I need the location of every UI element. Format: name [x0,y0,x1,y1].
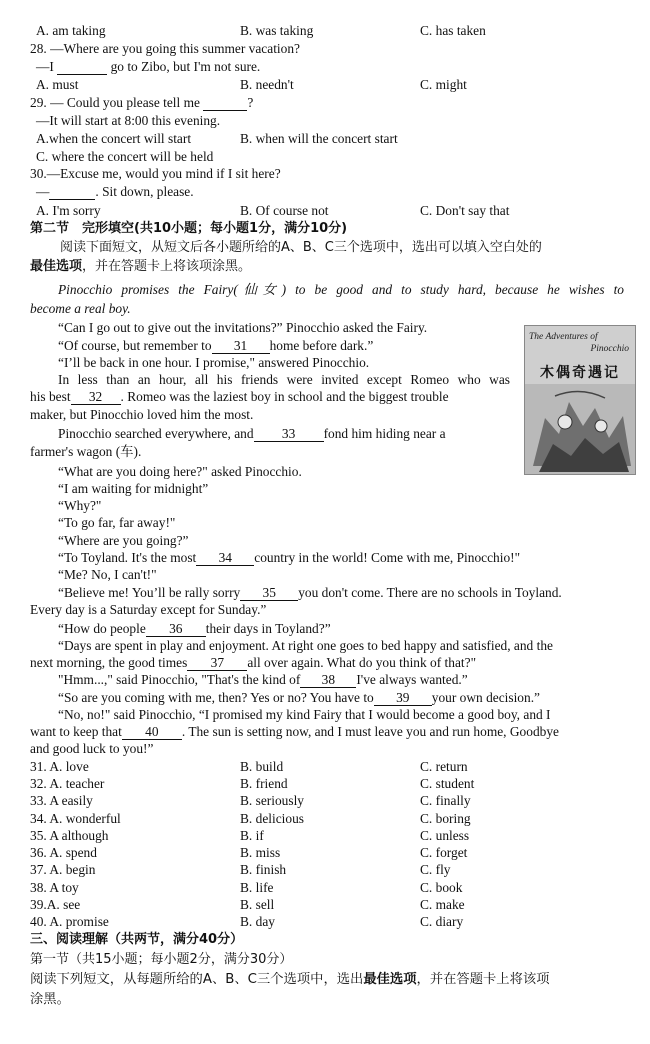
passage-p14 [58,620,331,637]
q30-option-c: C. Don't say that [420,203,510,218]
passage-p7: “I am waiting for midnight” [58,481,209,496]
choice-37-a: 37. A. begin [30,862,96,877]
q28-option-b: B. needn't [240,77,294,92]
passage-intro-line1 [58,281,624,298]
passage-p17-pre: “So are you coming with me, then? Yes or no? You have to [58,690,374,705]
q29-stem [30,94,253,111]
passage-p15b [30,654,476,671]
passage-p4b-post: . Romeo was the laziest boy in school and the biggest trouble [120,389,449,404]
choice-39-b: B. sell [240,897,275,912]
passage-p17 [58,689,540,706]
book-illustration-icon [525,326,635,474]
blank-40: 40 [122,725,182,740]
passage-p16-pre: "Hmm...," said Pinocchio, "That's the kind of [58,672,301,687]
book-title-line1: The Adventures of [529,332,598,342]
q27-option-c: C. has taken [420,23,486,38]
q30-option-b: B. Of course not [240,203,329,218]
choice-31-c: C. return [420,759,468,774]
choice-40-b: B. day [240,914,275,929]
choice-32-a: 32. A. teacher [30,776,105,791]
section3-instr-pre: 阅读下列短文，从每题所给的A、B、C三个选项中，选出 [30,972,364,987]
blank-32: 32 [71,390,121,405]
choice-39-a: 39.A. see [30,897,81,912]
choice-36-c: C. forget [420,845,468,860]
q29-option-c: C. where the concert will be held [36,149,214,164]
passage-p14-post: their days in Toyland?” [205,621,331,636]
section3-instruction-line2: 涂黑。 [30,992,70,1007]
passage-p11 [58,549,520,566]
choice-40-a: 40. A. promise [30,914,109,929]
choice-31-b: B. build [240,759,284,774]
passage-p4a-text: In less than an hour, all his friends were invited except Romeo who was [58,372,510,387]
passage-p14-pre: “How do people [58,621,146,636]
passage-p1: “Can I go out to give out the invitations?” Pinocchio asked the Fairy. [58,320,428,335]
q28-answer-line [36,58,260,75]
choice-35-c: C. unless [420,828,470,843]
choice-37-c: C. fly [420,862,451,877]
q29-answer-line: —It will start at 8:00 this evening. [36,113,221,128]
section2-instruction-line1: 阅读下面短文，从短文后各小题所给的A、B、C三个选项中，选出可以填入空白处的 [60,240,542,255]
choice-38-a: 38. A toy [30,880,79,895]
choice-33-c: C. finally [420,793,471,808]
choice-32-b: B. friend [240,776,288,791]
section3-heading: 三、阅读理解（共两节，满分40分） [30,932,244,947]
passage-p4b-pre: his best [30,389,71,404]
passage-p17-post: your own decision.” [431,690,540,705]
choice-36-a: 36. A. spend [30,845,97,860]
choice-32-c: C. student [420,776,475,791]
section2-instruction-line2 [30,258,251,275]
section2-instruction-rest: ，并在答题卡上将该项涂黑。 [82,259,252,274]
choice-37-b: B. finish [240,862,287,877]
passage-p11-pre: “To Toyland. It's the most [58,550,197,565]
q28-stem: 28. —Where are you going this summer vacation? [30,41,300,56]
choice-33-b: B. seriously [240,793,304,808]
blank-37: 37 [187,656,247,671]
passage-p18b [30,723,559,740]
passage-p13a-post: you don't come. There are no schools in Toyland. [298,585,562,600]
q30-stem: 30.—Excuse me, would you mind if I sit here? [30,166,281,181]
passage-p5a [58,425,510,442]
q28-blank [57,60,107,75]
q29-option-a: A.when the concert will start [36,131,192,146]
book-cover-image [524,325,636,475]
passage-p5b: farmer's wagon (车). [30,444,142,459]
passage-p10: “Where are you going?” [58,533,189,548]
choice-35-a: 35. A although [30,828,109,843]
passage-p5a-post: fond him hiding near a [323,426,446,441]
blank-33: 33 [254,427,324,442]
choice-38-b: B. life [240,880,274,895]
passage-p16-post: I've always wanted.” [356,672,468,687]
q29-option-b: B. when will the concert start [240,131,398,146]
passage-p4c: maker, but Pinocchio loved him the most. [30,407,254,422]
passage-p2 [58,337,373,354]
q28-option-c: C. might [420,77,467,92]
q27-option-a: A. am taking [36,23,106,38]
passage-p9: “To go far, far away!" [58,515,176,530]
passage-p8: “Why?" [58,498,102,513]
section3-subheading: 第一节（共15小题；每小题2分，满分30分） [30,952,293,967]
passage-p18c: and good luck to you!” [30,741,154,756]
passage-p5a-pre: Pinocchio searched everywhere, and [58,426,254,441]
q29-stem-post: ? [247,95,254,110]
q30-line-pre: — [36,184,50,199]
blank-36: 36 [146,622,206,637]
passage-p11-post: country in the world! Come with me, Pinocchio!" [254,550,521,565]
passage-p2-post: home before dark.” [269,338,374,353]
choice-34-b: B. delicious [240,811,304,826]
q30-line-post: . Sit down, please. [95,184,194,199]
choice-34-c: C. boring [420,811,471,826]
passage-p15a: “Days are spent in play and enjoyment. At right one goes to bed happy and satisfied, and the [58,638,553,653]
choice-40-c: C. diary [420,914,464,929]
passage-p4b [30,388,449,405]
q29-blank [203,96,247,111]
passage-p13a [58,584,562,601]
q29-stem-pre: 29. — Could you please tell me [30,95,200,110]
blank-34: 34 [196,551,254,566]
book-title-chinese: 木偶奇遇记 [540,365,620,381]
passage-intro-line2: become a real boy. [30,301,131,316]
passage-p3: “I’ll be back in one hour. I promise," answered Pinocchio. [58,355,370,370]
passage-p18a: “No, no!" said Pinocchio, “I promised my kind Fairy that I would become a good boy, and I [58,707,551,722]
passage-p12: “Me? No, I can't!" [58,567,157,582]
q27-option-b: B. was taking [240,23,314,38]
choice-31-a: 31. A. love [30,759,89,774]
q28-line-pre: —I [36,59,54,74]
choice-36-b: B. miss [240,845,281,860]
choice-39-c: C. make [420,897,465,912]
passage-p6: “What are you doing here?" asked Pinocchio. [58,464,302,479]
passage-p2-pre: “Of course, but remember to [58,338,212,353]
blank-38: 38 [300,673,356,688]
passage-p16 [58,671,468,688]
best-option-emphasis: 最佳选项 [30,259,83,274]
choice-33-a: 33. A easily [30,793,93,808]
passage-p18b-pre: want to keep that [30,724,122,739]
blank-39: 39 [374,691,432,706]
section3-best-option: 最佳选项 [363,972,417,987]
choice-38-c: C. book [420,880,463,895]
passage-p15b-post: all over again. What do you think of that?" [247,655,477,670]
q28-option-a: A. must [36,77,79,92]
passage-p15b-pre: next morning, the good times [30,655,188,670]
choice-35-b: B. if [240,828,264,843]
passage-p4a [58,371,510,388]
section3-instr-post: ，并在答题卡上将该项 [416,972,550,987]
q30-blank [49,185,95,200]
passage-p18b-post: . The sun is setting now, and I must leave you and run home, Goodbye [181,724,559,739]
q30-option-a: A. I'm sorry [36,203,101,218]
blank-35: 35 [240,586,298,601]
q28-line-post: go to Zibo, but I'm not sure. [110,59,261,74]
q30-answer-line [36,183,194,200]
choice-34-a: 34. A. wonderful [30,811,121,826]
blank-31: 31 [212,339,270,354]
book-title-line2: Pinocchio [590,344,629,354]
section3-instruction-line1 [30,971,550,988]
section2-heading: 第二节 完形填空(共10小题；每小题1分，满分10分) [30,221,348,236]
passage-p13a-pre: “Believe me! You’ll be rally sorry [58,585,241,600]
passage-p13b: Every day is a Saturday except for Sunday.” [30,602,267,617]
passage-intro-text1: Pinocchio promises the Fairy(仙女) to be good and to study hard, because he wishes to [58,282,624,297]
